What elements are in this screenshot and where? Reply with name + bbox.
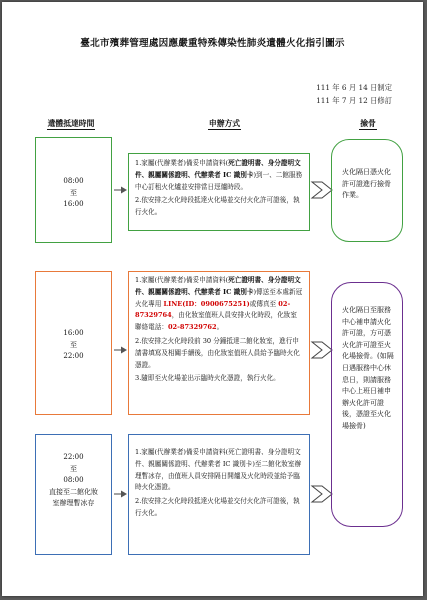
- chevron-arrow-row-1: [312, 182, 332, 198]
- process-box-overnight: [128, 434, 310, 555]
- time-start: 08:00: [63, 177, 84, 185]
- step-2: 2.依安排之火化時段前 30 分鐘抵達二館化妝室，進行申請書填寫及相關手續後，由化妝室值班人員給予臨時火化憑證。: [135, 336, 300, 369]
- step-1: 1.家屬(代辦業者)備妥申請資料(死亡證明書、身分證明文件、親屬關係證明、代辦業者 IC 識別卡)至二館化妝室辦理暫冰存，由值班人員安排隔日開爐及火化時段並給予臨時火化憑證。: [135, 448, 302, 492]
- time-end: 08:00: [63, 476, 84, 484]
- step-2: 2.依安排之火化時段抵達火化場並交付火化許可證後，執行火化。: [135, 497, 300, 517]
- time-separator: 至: [70, 464, 77, 473]
- step-text: 或傳真至: [249, 299, 279, 308]
- process-box-daytime: [128, 153, 310, 231]
- step-3: 3.隨即至火化場並出示臨時火化憑證，執行火化。: [135, 374, 280, 383]
- step-1: [135, 158, 303, 193]
- ashes-text: 火化隔日憑火化許可證進行撿骨作業。: [342, 168, 391, 199]
- phone-number: 02-87329762: [167, 323, 217, 332]
- header-arrival-time: 遺體抵達時間: [47, 119, 95, 128]
- step-text: )到一、二館服務中心訂租火化爐並安排當日逕爐時段。: [135, 170, 303, 191]
- step-text-bold: 死亡證明書、身分證明文件、親屬關係證明、代辦業者 IC 識別卡: [135, 276, 301, 296]
- step-text: 1.家屬(代辦業者)備妥申請資料(: [135, 159, 229, 167]
- arrow-head-row-2: [121, 347, 127, 354]
- time-box-daytime: [35, 137, 112, 243]
- time-separator: 至: [70, 188, 77, 197]
- ashes-text: 火化隔日至服務中心補申請火化許可證，方可憑火化許可證至火化場撿骨。(如隔日遇服務中心休息日，則請服務中心上班日補申辦火化許可證後，憑證至火化場撿骨): [342, 306, 394, 430]
- step-text: ，由化妝室值班人員安排火化時段，化妝室聯絡電話：: [135, 311, 297, 332]
- step-1: [135, 275, 303, 334]
- time-start: 16:00: [63, 329, 84, 337]
- process-box-evening: [128, 271, 310, 415]
- time-separator: 至: [70, 340, 77, 349]
- time-end: 22:00: [63, 352, 84, 360]
- document-title: 臺北市殯葬管理處因應嚴重特殊傳染性肺炎遺體火化指引圖示: [80, 38, 345, 49]
- line-id: LINE(ID：0900675251): [163, 299, 250, 308]
- date-established: 111 年 6 月 14 日制定: [316, 83, 392, 92]
- time-note: 直接至二館化妝室辦理暫冰存: [49, 487, 98, 507]
- chevron-arrow-row-3: [312, 486, 332, 502]
- time-box-evening: [35, 271, 112, 415]
- step-text-bold: 死亡證明書、身分證明文件、親屬關係證明、代辦業者 IC 識別卡: [135, 159, 301, 179]
- date-revised: 111 年 7 月 12 日修訂: [316, 96, 392, 105]
- arrow-head-row-3: [121, 491, 127, 498]
- time-start: 22:00: [63, 453, 84, 461]
- chevron-arrow-row-2: [312, 342, 332, 358]
- ashes-box-daytime: [331, 139, 403, 242]
- header-application-method: 申辦方式: [208, 119, 241, 128]
- fax-number: 02-87329764: [135, 299, 291, 320]
- step-text: 。: [216, 323, 224, 332]
- step-text: 1.家屬(代辦業者)備妥申請資料(: [135, 276, 229, 284]
- time-end: 16:00: [63, 200, 84, 208]
- header-bone-collection: 撿骨: [360, 119, 376, 128]
- time-box-overnight: [35, 434, 112, 555]
- document-page: [2, 2, 423, 596]
- ashes-box-night: [331, 282, 403, 527]
- step-text: )傳送至本處新冠火化專用: [135, 287, 303, 308]
- arrow-head-row-1: [121, 187, 127, 194]
- step-2: 2.依安排之火化時段抵達火化場並交付火化許可證後，執行火化。: [135, 196, 300, 217]
